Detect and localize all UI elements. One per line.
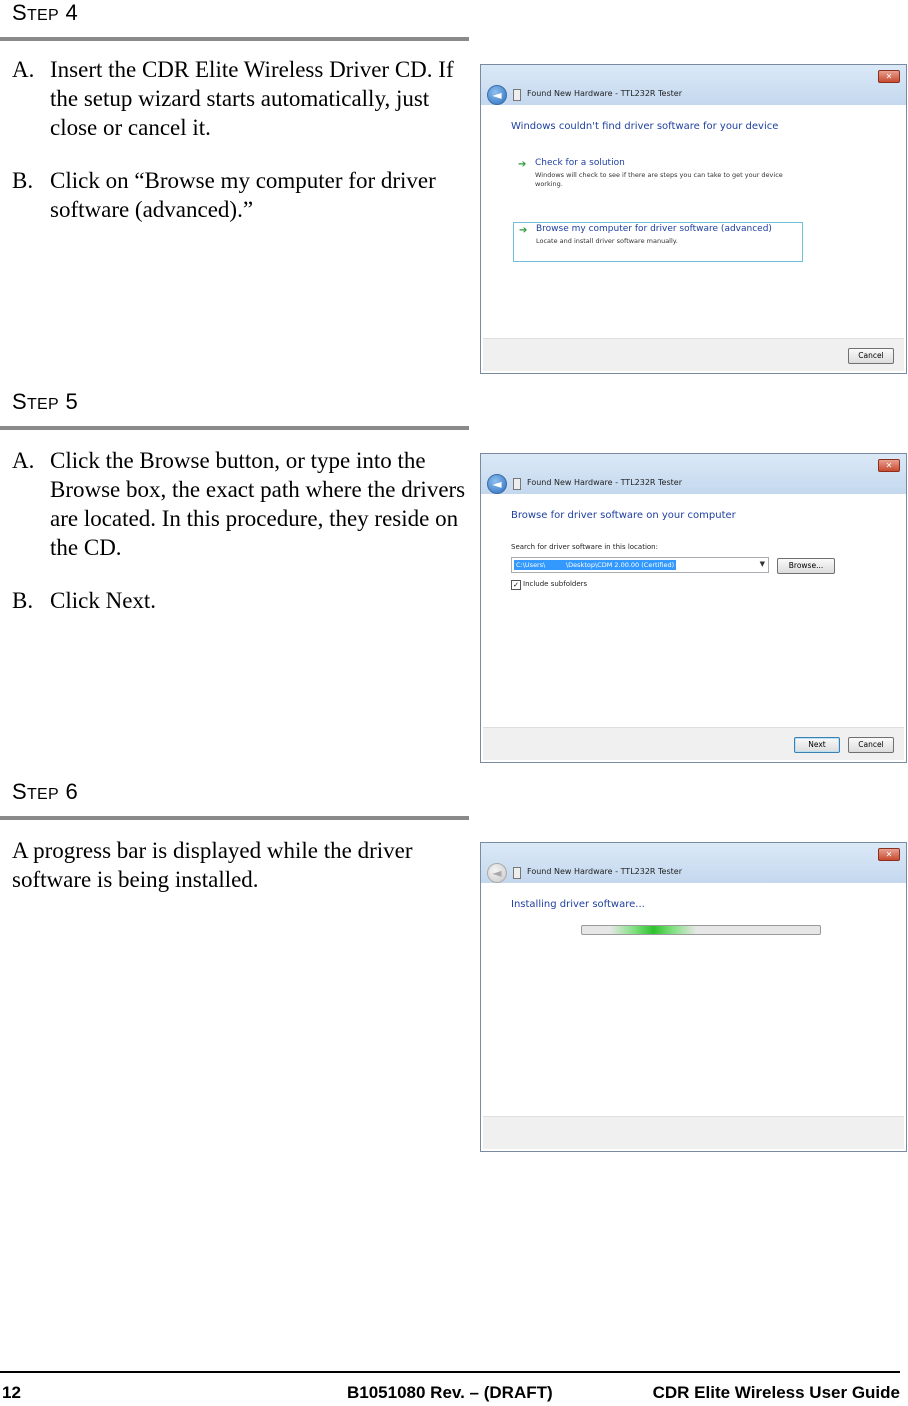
green-arrow-icon: ➔ bbox=[518, 159, 527, 170]
green-arrow-icon: ➔ bbox=[519, 225, 528, 236]
document-revision: B1051080 Rev. – (DRAFT) bbox=[347, 1383, 553, 1402]
include-subfolders-label: Include subfolders bbox=[523, 580, 588, 588]
cancel-button[interactable]: Cancel bbox=[848, 737, 894, 753]
dialog-heading: Windows couldn't find driver software for your device bbox=[511, 121, 779, 132]
close-icon[interactable]: ✕ bbox=[878, 848, 900, 861]
back-arrow-icon: ◄ bbox=[487, 863, 507, 883]
browse-my-computer-option[interactable]: ➔ Browse my computer for driver software (advanced) Locate and install driver software manually. bbox=[513, 222, 803, 262]
dialog-heading: Browse for driver software on your computer bbox=[511, 510, 736, 521]
cancel-button[interactable]: Cancel bbox=[848, 348, 894, 364]
dialog-heading: Installing driver software... bbox=[511, 899, 645, 910]
include-subfolders-checkbox[interactable]: ✓ bbox=[511, 580, 521, 590]
progress-bar bbox=[581, 925, 821, 935]
next-button[interactable]: Next bbox=[794, 737, 840, 753]
step-6-dialog-screenshot bbox=[480, 842, 907, 1152]
check-for-solution-option[interactable]: ➔ Check for a solution Windows will check to see if there are steps you can take to get your device working. bbox=[518, 158, 783, 188]
step-4-rule bbox=[0, 37, 469, 41]
search-location-label: Search for driver software in this location: bbox=[511, 543, 658, 551]
step-6-heading: STEP 6 bbox=[12, 779, 78, 804]
close-icon[interactable]: ✕ bbox=[878, 459, 900, 472]
dialog-titlebar bbox=[481, 454, 906, 494]
step-4-dialog-screenshot bbox=[480, 64, 907, 374]
step-5-dialog-screenshot bbox=[480, 453, 907, 763]
page-number: 12 bbox=[2, 1383, 21, 1402]
dialog-title: Found New Hardware - TTL232R Tester bbox=[527, 867, 682, 876]
footer-rule bbox=[0, 1371, 900, 1373]
browse-button[interactable]: Browse... bbox=[777, 558, 835, 574]
step-4-heading: STEP 4 bbox=[12, 0, 78, 25]
step-5-rule bbox=[0, 426, 469, 430]
step-6-rule bbox=[0, 816, 469, 820]
document-title: CDR Elite Wireless User Guide bbox=[652, 1383, 900, 1402]
hardware-icon bbox=[513, 478, 521, 490]
close-icon[interactable]: ✕ bbox=[878, 70, 900, 83]
step-6-text: A progress bar is displayed while the driver software is being installed. bbox=[12, 838, 413, 892]
dialog-title: Found New Hardware - TTL232R Tester bbox=[527, 478, 682, 487]
dialog-titlebar bbox=[481, 843, 906, 883]
step-5-heading: STEP 5 bbox=[12, 389, 78, 414]
hardware-icon bbox=[513, 867, 521, 879]
dropdown-arrow-icon[interactable]: ▼ bbox=[759, 560, 765, 568]
path-input[interactable]: C:\Users\ \Desktop\CDM 2.00.00 (Certified) ▼ bbox=[511, 557, 769, 573]
back-arrow-icon[interactable]: ◄ bbox=[487, 474, 507, 494]
hardware-icon bbox=[513, 89, 521, 101]
dialog-title: Found New Hardware - TTL232R Tester bbox=[527, 89, 682, 98]
back-arrow-icon[interactable]: ◄ bbox=[487, 85, 507, 105]
dialog-titlebar bbox=[481, 65, 906, 105]
